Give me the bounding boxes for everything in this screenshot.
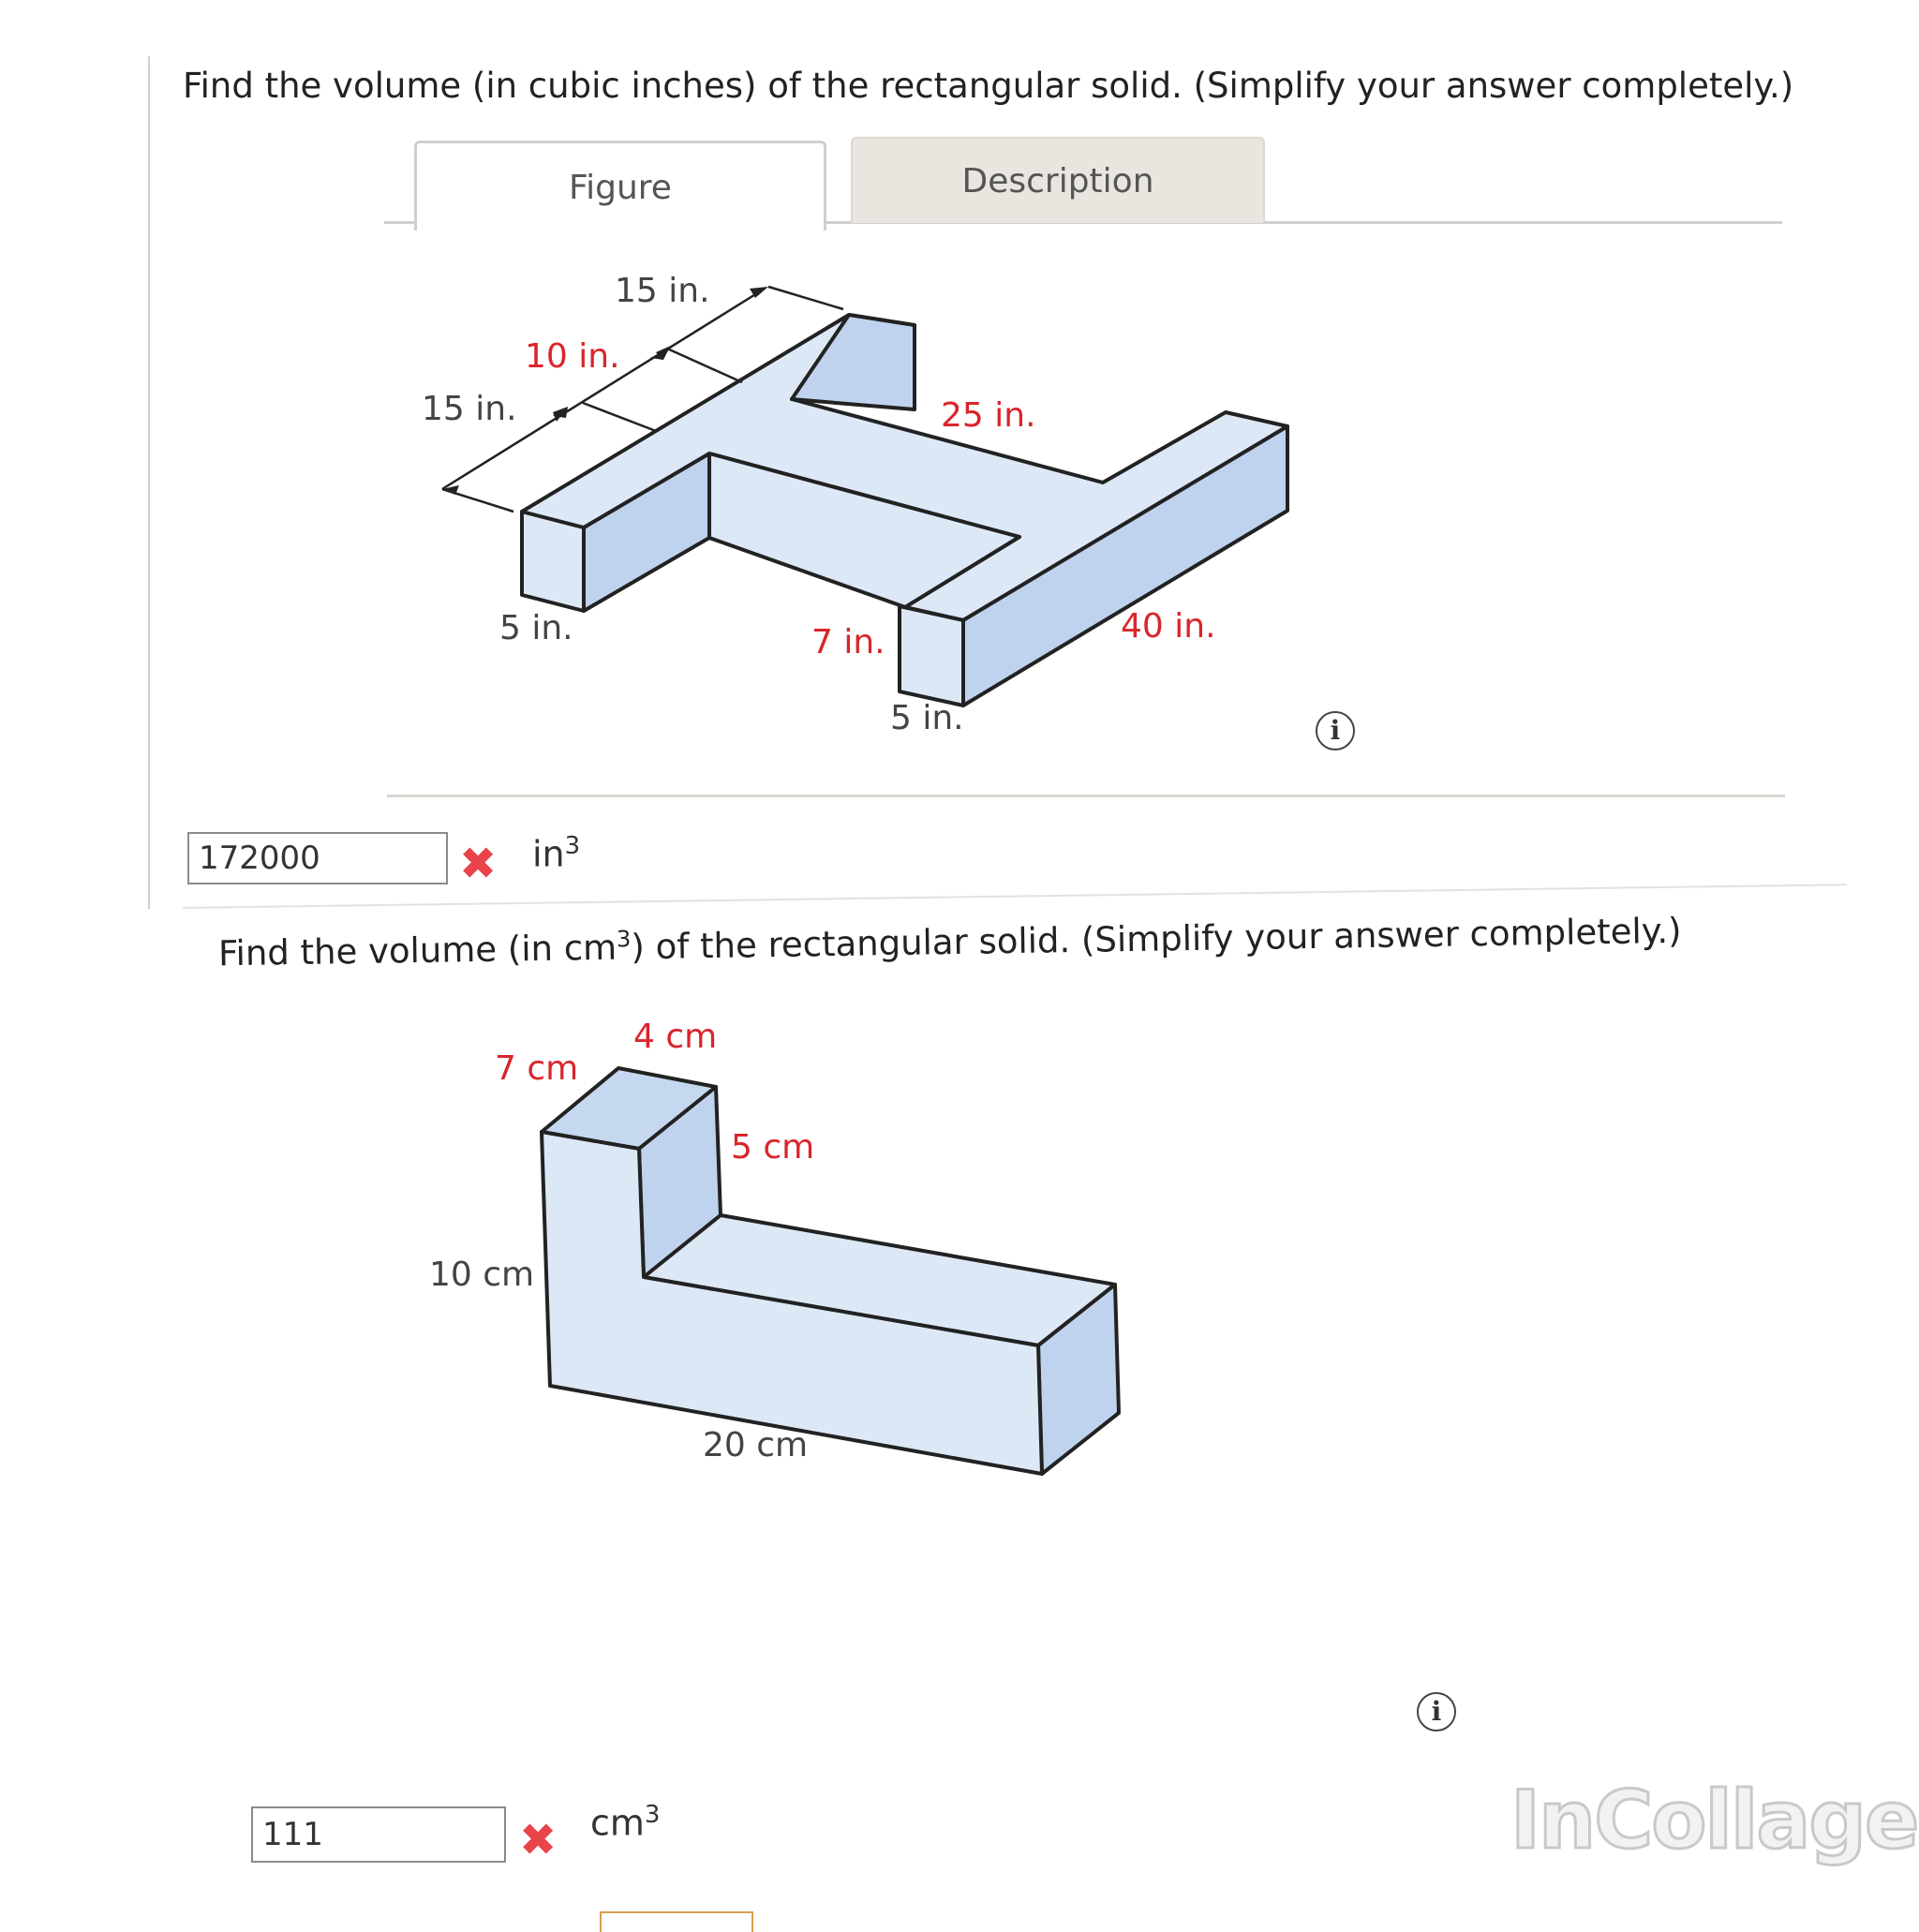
info-icon[interactable]: i [1316,711,1355,751]
unit-label-1: $in^3$ [532,832,581,875]
incorrect-icon-2: ✖ [519,1814,558,1866]
incollage-watermark: InCollage [1510,1774,1918,1867]
question-divider [183,884,1847,909]
label-outer-height-cm: 10 cm [429,1256,535,1294]
tab-figure[interactable]: Figure [414,141,826,230]
label-middle-length: 25 in. [941,396,1036,435]
figure-bottom-divider [387,795,1785,797]
h-shape-figure [0,0,1919,806]
label-height-left: 5 in. [499,609,573,647]
h-right-arm-front [900,606,963,706]
label-length-cm: 20 cm [703,1426,809,1464]
unit-label-2: $cm^3$ [590,1801,661,1844]
question-1-prompt: Find the volume (in cubic inches) of the rectangular solid. (Simplify your answer completely.) [183,66,1794,106]
label-inner-height-cm: 5 cm [731,1128,815,1167]
incorrect-icon: ✖ [459,838,498,890]
label-bottom-height: 5 in. [890,699,964,737]
label-right-length: 40 in. [1121,607,1216,646]
tab-description[interactable]: Description [851,137,1265,223]
question-2-prompt: Find the volume (in $cm^3$) of the rectangular solid. (Simplify your answer completely.) [217,910,1682,974]
answer-input-1[interactable]: 172000 [187,832,448,884]
label-middle-width: 10 in. [525,337,620,376]
label-front-depth: 7 in. [811,623,885,661]
label-top-depth-cm: 7 cm [495,1049,579,1088]
l-shape-figure [0,1012,1919,1518]
answer-input-2[interactable]: 111 [251,1806,506,1863]
label-top-width-cm: 4 cm [633,1018,718,1056]
label-top-width: 15 in. [615,272,710,310]
info-icon-2[interactable]: i [1417,1692,1456,1731]
partial-button[interactable] [600,1911,753,1932]
label-left-width: 15 in. [422,390,517,428]
